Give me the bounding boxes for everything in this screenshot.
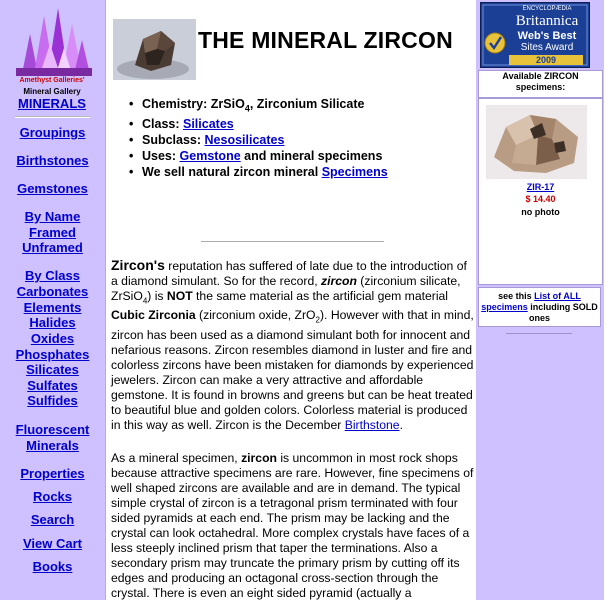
nav-oxides[interactable]: Oxides xyxy=(30,331,75,346)
zircon-photo xyxy=(113,19,196,80)
footer-text: see this xyxy=(498,291,535,301)
sell-label: We sell natural zircon mineral xyxy=(142,164,322,179)
nav-elements[interactable]: Elements xyxy=(23,300,82,315)
nav-groupings[interactable]: Groupings xyxy=(19,125,86,140)
britannica-award-badge[interactable] xyxy=(480,2,590,68)
specimen-id-link[interactable]: ZIR-17 xyxy=(526,182,555,192)
specimen-note: no photo xyxy=(521,207,560,217)
list-item xyxy=(142,133,388,149)
available-specimens-header: Available ZIRCON specimens: xyxy=(478,70,603,98)
gallery-name: Amethyst Galleries' xyxy=(19,77,85,84)
zircon-lead: Zircon's xyxy=(111,257,165,273)
all-specimens-link[interactable]: List of ALL specimens xyxy=(481,291,581,312)
para-text: (zirconium oxide, ZrO xyxy=(195,308,316,323)
specimen-photo[interactable] xyxy=(486,105,587,179)
uses-label: Uses: xyxy=(142,148,180,163)
nav-carbonates[interactable]: Carbonates xyxy=(16,284,89,299)
birthstone-link[interactable]: Birthstone xyxy=(344,417,400,432)
nav-by-class[interactable]: By Class xyxy=(25,268,80,283)
para-text: (zirconium silicate, ZrSiO xyxy=(111,274,461,303)
nav-sulfates[interactable]: Sulfates xyxy=(27,378,78,393)
gallery-logo[interactable] xyxy=(4,4,100,110)
left-sidebar xyxy=(0,0,106,600)
para-text: reputation has suffered of late due to the introduction of a diamond simulant. So for the record, xyxy=(111,259,467,288)
nesosilicates-link[interactable]: Nesosilicates xyxy=(204,133,285,148)
right-sidebar xyxy=(476,0,604,600)
sidebar-divider xyxy=(15,116,90,118)
para-cubic-zirconia: Cubic Zirconia xyxy=(111,308,196,323)
para-not: NOT xyxy=(166,289,193,303)
nav-halides[interactable]: Halides xyxy=(29,315,76,330)
para-text: . xyxy=(399,417,403,432)
zircon-crystal-icon xyxy=(113,19,196,80)
minerals-home-link[interactable]: MINERALS xyxy=(18,96,86,111)
specimens-link[interactable]: Specimens xyxy=(321,164,388,179)
zircon-specimen-icon xyxy=(486,105,587,179)
nav-phosphates[interactable]: Phosphates xyxy=(15,347,90,362)
specimen-paragraph xyxy=(111,451,476,601)
gemstone-link[interactable]: Gemstone xyxy=(179,148,241,163)
nav-fluorescent[interactable]: Fluorescent xyxy=(15,422,90,437)
page-title: THE MINERAL ZIRCON xyxy=(198,27,453,53)
award-line4: Sites Award xyxy=(520,42,574,53)
para-subscript: 4 xyxy=(142,296,148,306)
footer-text: including SOLD ones xyxy=(527,302,598,323)
gallery-subtitle: Mineral Gallery xyxy=(23,87,81,96)
para-text: ) is xyxy=(147,289,167,303)
para-zircon-bold: zircon xyxy=(241,451,277,465)
list-item xyxy=(142,117,388,133)
class-label: Class: xyxy=(142,117,183,132)
facts-list xyxy=(142,97,388,180)
award-year: 2009 xyxy=(535,55,557,65)
nav-gemstones[interactable]: Gemstones xyxy=(17,181,88,196)
nav-by-name[interactable]: By Name xyxy=(24,209,81,224)
all-specimens-note xyxy=(478,287,601,327)
right-divider xyxy=(506,333,572,334)
chemistry-subscript: 4 xyxy=(244,103,250,114)
list-item xyxy=(142,97,388,117)
nav-silicates[interactable]: Silicates xyxy=(26,362,79,377)
nav-unframed[interactable]: Unframed xyxy=(22,240,83,255)
nav-fluorescent-minerals[interactable]: Minerals xyxy=(26,438,79,453)
award-line2: Britannica xyxy=(515,13,579,29)
nav-sulfides[interactable]: Sulfides xyxy=(27,393,78,408)
uses-rest: and mineral specimens xyxy=(240,148,383,163)
specimen-card xyxy=(478,98,603,285)
silicates-link[interactable]: Silicates xyxy=(183,117,234,132)
award-line1: ENCYCLOPÆDIA xyxy=(522,6,572,12)
specimen-price: $ 14.40 xyxy=(525,194,556,204)
nav-search[interactable]: Search xyxy=(30,512,75,527)
para-text: ). However with that in mind, zircon has been used as a diamond simulant both for innocent and nefarious reasons. Zircon resembles diamond in luster and fire and colorless zircons have been mistaken for diamonds by experienced jewelers. Zircon can make a very attractive and affordable gemstone. It is found in browns and greens but can be heat treated to beautiful blue and golden colors. Colorless material is produced in this way as well. Zircon is the December xyxy=(111,308,474,432)
page-margin xyxy=(604,0,614,600)
para-text: the same material as the artificial gem material xyxy=(192,289,449,303)
horizontal-rule xyxy=(201,241,384,242)
subclass-label: Subclass: xyxy=(142,133,205,148)
para-subscript: 2 xyxy=(315,315,320,325)
para-zircon-italic: zircon xyxy=(321,274,357,288)
intro-paragraph xyxy=(111,258,476,433)
para-text: is uncommon in most rock shops because attractive specimens are rare. However, fine specimens of well shaped zircons are available and are in demand. The typical simple crystal of zircon is a tetragonal prism terminated with four sided pyramids at each end. The prism may be lacking and the crystal can look octahedral. More complex crystals have faces of a less steeply inclined prism that taper the terminations. Also a secondary prism may truncate the primary prism by cutting off its edges and producing an octagonal cross-section through the crystal. There is even an eight sided pyramid (actually a xyxy=(111,451,474,600)
chemistry-label: Chemistry: ZrSiO xyxy=(142,97,245,111)
nav-view-cart[interactable]: View Cart xyxy=(22,536,82,551)
para-text: As a mineral specimen, xyxy=(111,451,242,465)
nav-properties[interactable]: Properties xyxy=(20,466,85,481)
chemistry-rest: , Zirconium Silicate xyxy=(249,97,365,111)
nav-framed[interactable]: Framed xyxy=(29,225,76,240)
list-item xyxy=(142,149,388,165)
nav-books[interactable]: Books xyxy=(32,559,73,574)
main-content xyxy=(106,0,476,600)
award-line3: Web's Best xyxy=(517,30,577,42)
nav-birthstones[interactable]: Birthstones xyxy=(16,153,89,168)
amethyst-crystal-icon xyxy=(12,4,94,76)
nav-rocks[interactable]: Rocks xyxy=(32,489,73,504)
list-item xyxy=(142,165,388,181)
